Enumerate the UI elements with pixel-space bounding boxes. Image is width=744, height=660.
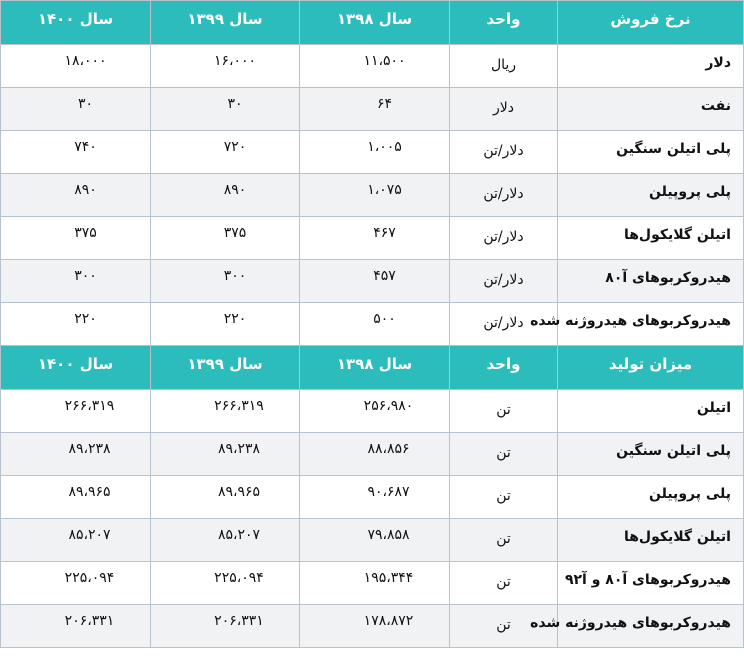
row-label: پلی اتیلن سنگین bbox=[558, 131, 744, 174]
row-unit: دلار bbox=[450, 88, 558, 131]
row-value-text: ۸۹،۲۳۸ bbox=[217, 441, 261, 457]
row-value-text: ۹۰،۶۸۷ bbox=[367, 484, 410, 500]
row-value-text: ۲۲۰ bbox=[223, 311, 247, 327]
row-value-text: ۲۰۶،۳۳۱ bbox=[214, 613, 264, 629]
row-value bbox=[151, 605, 300, 648]
row-value-text: ۸۹،۹۶۵ bbox=[217, 484, 261, 500]
row-value-text: ۲۵۶،۹۸۰ bbox=[363, 398, 414, 414]
row-label: دلار bbox=[558, 45, 744, 88]
row-label: هیدروکربوهای آ۸۰ bbox=[558, 260, 744, 303]
row-value bbox=[151, 131, 300, 174]
row-value bbox=[1, 605, 151, 648]
row-value-text: ۱۶،۰۰۰ bbox=[213, 53, 257, 69]
header-label: میزان تولید bbox=[558, 346, 744, 390]
row-unit: دلار/تن bbox=[450, 131, 558, 174]
row-value bbox=[1, 433, 151, 476]
row-value bbox=[151, 303, 300, 346]
row-value bbox=[151, 562, 300, 605]
row-value-text: ۸۵،۲۰۷ bbox=[68, 527, 111, 543]
table-row bbox=[1, 562, 744, 605]
row-value-text: ۸۹۰ bbox=[223, 182, 247, 198]
row-value-text: ۲۶۶،۳۱۹ bbox=[214, 398, 264, 414]
row-value bbox=[1, 562, 151, 605]
row-value-text: ۸۹،۹۶۵ bbox=[68, 484, 111, 500]
row-label: اتیلن گلایکول‌ها bbox=[558, 217, 744, 260]
row-value bbox=[1, 303, 151, 346]
row-label: هیدروکربوهای هیدروژنه شده bbox=[558, 303, 744, 346]
row-value-text: ۳۷۵ bbox=[223, 225, 247, 241]
row-value bbox=[300, 303, 450, 346]
row-value-text: ۱۸،۰۰۰ bbox=[64, 53, 107, 69]
header-year-1398: سال ۱۳۹۸ bbox=[300, 1, 450, 45]
row-value bbox=[300, 433, 450, 476]
row-value bbox=[300, 390, 450, 433]
row-value bbox=[151, 433, 300, 476]
row-value bbox=[151, 217, 300, 260]
table-row bbox=[1, 303, 744, 346]
row-value bbox=[300, 260, 450, 303]
row-unit: دلار/تن bbox=[450, 260, 558, 303]
row-value-text: ۲۲۰ bbox=[74, 311, 97, 327]
header-year-1400: سال ۱۴۰۰ bbox=[1, 1, 151, 45]
row-value-text: ۷۲۰ bbox=[223, 139, 247, 155]
row-label: پلی اتیلن سنگین bbox=[558, 433, 744, 476]
row-value-text: ۳۷۵ bbox=[74, 225, 97, 241]
row-value-text: ۲۰۶،۳۳۱ bbox=[64, 613, 115, 629]
row-value-text: ۱۱،۵۰۰ bbox=[363, 53, 406, 69]
row-unit: تن bbox=[450, 390, 558, 433]
row-value bbox=[300, 88, 450, 131]
header-year-1399: سال ۱۳۹۹ bbox=[151, 1, 300, 45]
table-row bbox=[1, 260, 744, 303]
header-year-1398: سال ۱۳۹۸ bbox=[300, 346, 450, 390]
row-value bbox=[300, 45, 450, 88]
header-unit: واحد bbox=[450, 1, 558, 45]
table-row bbox=[1, 476, 744, 519]
row-value-text: ۸۵،۲۰۷ bbox=[217, 527, 261, 543]
row-value bbox=[1, 260, 151, 303]
row-label: پلی پروپیلن bbox=[558, 174, 744, 217]
row-value bbox=[300, 562, 450, 605]
row-value bbox=[1, 88, 151, 131]
row-value-text: ۴۵۷ bbox=[373, 268, 396, 284]
row-value bbox=[151, 390, 300, 433]
row-value bbox=[151, 45, 300, 88]
row-unit: تن bbox=[450, 433, 558, 476]
row-value bbox=[300, 605, 450, 648]
row-label: نفت bbox=[558, 88, 744, 131]
row-value-text: ۷۴۰ bbox=[74, 139, 97, 155]
row-label: هیدروکربوهای آ۸۰ و آ۹۲ bbox=[558, 562, 744, 605]
row-value-text: ۳۰ bbox=[77, 96, 94, 112]
row-unit: دلار/تن bbox=[450, 217, 558, 260]
row-value bbox=[1, 45, 151, 88]
row-value-text: ۳۰ bbox=[227, 96, 243, 112]
row-value-text: ۵۰۰ bbox=[373, 311, 396, 327]
row-value bbox=[151, 476, 300, 519]
table-row bbox=[1, 174, 744, 217]
row-label: پلی پروپیلن bbox=[558, 476, 744, 519]
table-row bbox=[1, 131, 744, 174]
header-label: نرخ فروش bbox=[558, 1, 744, 45]
row-value-text: ۲۲۵،۰۹۴ bbox=[214, 570, 264, 586]
row-unit: تن bbox=[450, 605, 558, 648]
row-value-text: ۸۹،۲۳۸ bbox=[68, 441, 111, 457]
table-row bbox=[1, 45, 744, 88]
header-unit: واحد bbox=[450, 346, 558, 390]
row-value bbox=[1, 217, 151, 260]
row-label: اتیلن bbox=[558, 390, 744, 433]
row-value bbox=[300, 519, 450, 562]
row-value bbox=[1, 174, 151, 217]
row-value-text: ۸۹۰ bbox=[74, 182, 97, 198]
row-unit: تن bbox=[450, 476, 558, 519]
row-unit: تن bbox=[450, 562, 558, 605]
row-value-text: ۴۶۷ bbox=[373, 225, 396, 241]
row-value-text: ۱۷۸،۸۷۲ bbox=[363, 613, 414, 629]
table-row bbox=[1, 390, 744, 433]
row-value bbox=[151, 88, 300, 131]
row-unit: ریال bbox=[450, 45, 558, 88]
row-value bbox=[1, 476, 151, 519]
table-row bbox=[1, 519, 744, 562]
row-value bbox=[300, 476, 450, 519]
row-value-text: ۱،۰۰۵ bbox=[367, 139, 402, 155]
row-value bbox=[1, 131, 151, 174]
row-unit: دلار/تن bbox=[450, 174, 558, 217]
row-value bbox=[300, 131, 450, 174]
table-row bbox=[1, 605, 744, 648]
row-value-text: ۱۹۵،۳۴۴ bbox=[363, 570, 414, 586]
row-value-text: ۲۶۶،۳۱۹ bbox=[64, 398, 115, 414]
row-unit: تن bbox=[450, 519, 558, 562]
row-label: اتیلن گلایکول‌ها bbox=[558, 519, 744, 562]
header-year-1400: سال ۱۴۰۰ bbox=[1, 346, 151, 390]
row-value bbox=[1, 390, 151, 433]
row-value-text: ۸۸،۸۵۶ bbox=[367, 441, 410, 457]
row-value bbox=[300, 174, 450, 217]
row-value-text: ۷۹،۸۵۸ bbox=[367, 527, 410, 543]
row-unit: دلار/تن bbox=[450, 303, 558, 346]
row-value bbox=[300, 217, 450, 260]
row-value-text: ۲۲۵،۰۹۴ bbox=[64, 570, 115, 586]
header-year-1399: سال ۱۳۹۹ bbox=[151, 346, 300, 390]
row-value bbox=[151, 174, 300, 217]
table-row bbox=[1, 88, 744, 131]
sales-table-header-row bbox=[1, 1, 744, 45]
table-row bbox=[1, 433, 744, 476]
row-value bbox=[151, 519, 300, 562]
table-row bbox=[1, 217, 744, 260]
row-label: هیدروکربوهای هیدروژنه شده bbox=[558, 605, 744, 648]
row-value-text: ۳۰۰ bbox=[74, 268, 97, 284]
row-value-text: ۳۰۰ bbox=[223, 268, 247, 284]
row-value bbox=[151, 260, 300, 303]
row-value-text: ۶۴ bbox=[376, 96, 393, 112]
row-value-text: ۱،۰۷۵ bbox=[367, 182, 402, 198]
row-value bbox=[1, 519, 151, 562]
production-table-header-row bbox=[1, 346, 744, 390]
